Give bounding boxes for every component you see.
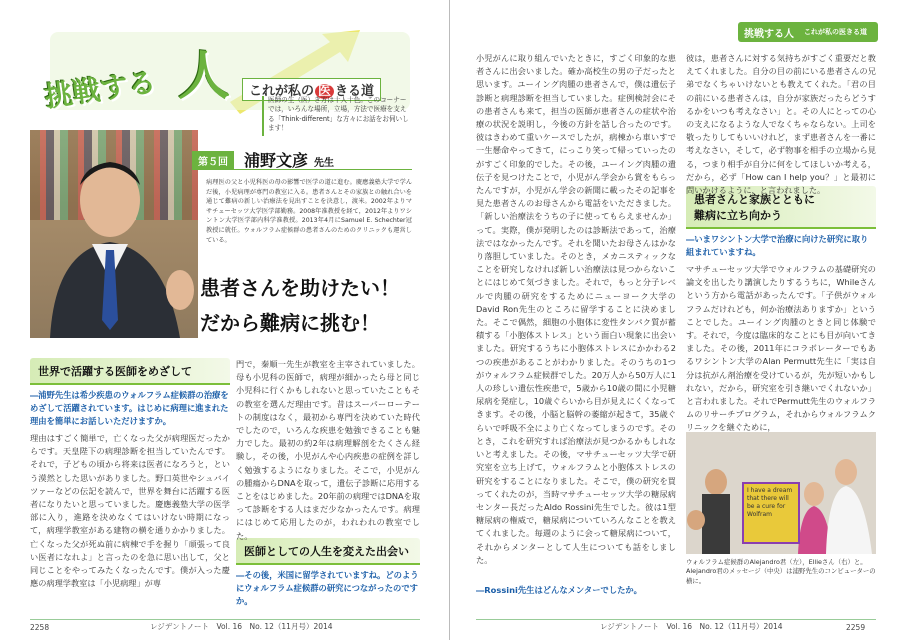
section-heading-2: 医師としての人生を変えた出会い <box>236 538 420 565</box>
right-journal-info: レジデントノート Vol. 16 No. 12（11月号）2014 <box>600 622 783 631</box>
body-text-4a: 彼は，患者さんに対する気持ちがすごく重要だと教えてくれました。自分の目の前にいる患者さんの兄弟でなくちゃいけないとも教えてくれた。「君の目の前にいる患者さんは，自分が家族だったらどうするかをいつも考えなさい」と。その人にとっての心の支えになるような人でなくちゃならない。上司を敬ったりしてもいいけれど，まず患者さんを一番に考えなさい，そして，必ず物事を相手の立場から見る，つまり相手が自分に何をしてほしいか考える，だから，必ず「How can I help you？」と最初に問いかけるように，と言われました。 <box>686 53 876 196</box>
left-journal-info: レジデントノート Vol. 16 No. 12（11月号）2014 <box>150 622 333 631</box>
right-footer-rule <box>476 619 876 620</box>
headline-line-2: だから難病に挑む！ <box>200 311 380 335</box>
section-heading-3 <box>686 186 876 229</box>
section-heading-3-line-2: 難病に立ち向かう <box>694 209 782 222</box>
section-lead-2: ―その後，米国に留学されていますね。どのようにウォルフラム症候群の研究につながったのですか。 <box>236 570 419 606</box>
name-header <box>192 150 412 170</box>
right-tag-b: これが私の医きる道 <box>804 28 867 36</box>
body-text-1b: 門で，秦順一先生が教室を主宰されていました。母も小児科の医師で，病理が細かったら母と同じ小児科に行くかもしれないと思っていたこともその教室を選んだ理由です。昔はスーパーローテートの制度はなく，最初から専門を決めていた時代でしたので，いろんな疾患を勉強できることも魅力でした。最初の約2年は病理解剖をたくさん経験し，その後，小児がんや心内疾患の症例を詳しく勉強するようになりました。そこで，小児がんの腫瘍からDNAを取って，遺伝子診断に応用することをはじめました。20年前の病理ではDNAを取って診断をする人はまだ少なかったんです。病理にはじめて応用したのが，われわれの教室でした。 <box>236 359 421 541</box>
section-lead-1: ―浦野先生は希少疾患のウォルフラム症候群の治療をめざして活躍されています。はじめに病理に進まれた理由を簡単にお話しいただけますか。 <box>30 390 229 426</box>
subtitle-medicine-char: 医 <box>315 84 334 99</box>
body-text-1: 理由はすごく簡単で，亡くなった父が病理医だったからです。天皇陛下の病理診断を担当していたんです。それで，子どもの頃から将来は医者になろうと，という漠然とした思いがありました。野口英世やシュバイツァーなどの伝記を読んで，世界を舞台に活躍する医者になりたいと思っていました。慶應義塾大学の医学部に入り，進路を決めなくてはいけない時期になって，病理学教室がある建物の横を通りかかりました。亡くなった父が死ぬ前に病棟で手を握り「頑張って良い医者になれよ」と言ったのを急に思い出して，父と同じことをやってみたくなったんです。僕が入った慶應の病理学教室は「小児病理」が専 <box>30 433 230 589</box>
body-text-3: 小児がんに取り組んでいたときに，すごく印象的な患者さんに出会いました。確か高校生の男の子だったと思います。ユーイング肉腫の患者さんで，僕は遺伝子診断と病理診断を担当していました。症例検討会にその患者さんも来て，担当の医師が患者さんの症状や治療の状況を説明し，今後の方針を話し合ったのです。彼はきわめて重いケースでしたが，病棟から車いすで一生懸命やってきて，にっこり笑って帰っていったのがすごく印象的でした。その後，ユーイング肉腫の遺伝子を見つけたことで，小児がん学会から賞をもらったんですが，小児がん学会の新聞に載ったその記事を見た患者さんのお母さんから電話をいただきました。「新しい治療法をうちの子に使ってもらえませんか」って。実際，僕が発明したのは診断法であって，治療法ではなかったんです。それを聞いたお母さんはかなり落胆していました。そのとき，メカニスティックなことを研究しなければ新しい治療法は見つからないことにはじめて気づきました。それで，もっと分子レベルで肉腫の研究をするためにニューヨーク大学のDavid Ron先生のところに留学することに決めました。そこで偶然，細胞の小胞体に変性タンパク質が蓄積する「小胞体ストレス」という面白い現象に出会いました。研究するうちに小胞体ストレスにかかわる2つの疾患があることがわかりました。そのうちの1つがウォルフラム症候群でした。20万人から50万人に1人の珍しい遺伝性疾患で，5歳から10歳の間に小児糖尿病を発症し，10歳ぐらいから目が見えにくくなってきます。その後，小脳と脳幹の萎縮が起きて，35歳ぐらいで呼吸不全により亡くなってしまうのです。そのとき，これを研究すれば治療法が見つかるかもしれないと考えました。その後，マサチューセッツ大学で研究室を立ち上げて，ウォルフラムと小胞体ストレスの研究をすることになりました。そこで，僕の研究を買ってくれたのが，当時マサチューセッツ大学の糖尿病センター長だったAldo Rossini先生でした。彼は1型糖尿病の権威で，糖尿病についていろんなことを教えてくれました。毎週のように会って糖尿病について，それからメンターとして人生についても話をしました。 <box>476 53 676 565</box>
honorific: 先生 <box>314 158 334 169</box>
subtitle-b: きる道 <box>335 84 375 99</box>
title-person: 人 <box>178 47 231 107</box>
episode-badge: 第５回 <box>192 151 234 170</box>
right-column-2 <box>686 52 876 432</box>
right-tag-a: 挑戦する人 <box>744 29 794 40</box>
left-footer-rule <box>30 619 420 620</box>
doctor-name: 浦野文彦 <box>244 151 309 170</box>
section-lead-4: ―いまワシントン大学で治療に向けた研究に取り組まれていますね。 <box>686 234 869 257</box>
right-series-tag <box>738 22 878 42</box>
headline <box>200 272 420 342</box>
right-column-1 <box>476 52 676 612</box>
bio: 病理医の父と小児科医の母の影響で医学の道に進む。慶應義塾大学で学んだ後，小児病理が専門の教室に入る。患者さんとその家族との触れ合いを通じて難病の新しい治療法を見出すことを決意し，渡米。2002年よりマサチューセッツ大学医学部勤務。2008年准教授を経て，2012年よりワシントン大学医学部内科学准教授。2013年4月にSamuel E. Schechter冠教授に就任。ウォルフラム症候群の患者さんのためのクリニックも運営している。 <box>206 179 412 244</box>
intro-box: 医師の生（医）き方は十人十色。このコーナーでは，いろんな場所，立場，方法で医療を支える「Think-different」な方々にお話をお伺いします！ <box>262 96 410 136</box>
left-page-number: 2258 <box>30 623 50 632</box>
portrait-figure <box>30 130 198 338</box>
portrait-photo <box>30 130 198 338</box>
section-heading-3-line-1: 患者さんと家族とともに <box>694 193 815 206</box>
photo-caption: ウォルフラム症候群のAlejandro君（左），Ellieさん（右）と。Alejandro君のメッセージ（中央）は浦野先生のコンピューターの横に。 <box>686 558 876 585</box>
subtitle-a: これが私の <box>249 84 315 99</box>
right-page-number: 2259 <box>846 623 866 632</box>
headline-line-1: 患者さんを助けたい！ <box>200 276 400 300</box>
section-lead-3: ―Rossini先生はどんなメンターでしたか。 <box>476 585 642 595</box>
title-challenge: 挑戦する <box>42 65 158 114</box>
right-page <box>450 0 900 640</box>
left-column-1 <box>30 358 230 612</box>
section-heading-1: 世界で活躍する医師をめざして <box>30 358 230 385</box>
body-text-4b: マサチューセッツ大学でウォルフラムの基礎研究の論文を出したり講演したりするうちに，Whileさんという方から電話があったんです。「子供がウォルフラムだけれども，何か治療法ありますか」ということでした。ユーイング肉腫のときと同じ体験です。それで，今度は臨床的なことにも目が向いてきました。その後，2011年にコラボレーターでもあるワシントン大学のAlan Permutt先生に「実は自分は抗がん剤治療を受けているが，先が短いかもしれない，だから，研究室を引き継いでくれないか」と言われました。それでPermutt先生のウォルフラムのリサーチプログラム，それからウォルフラムクリニックを継ぐために， <box>686 264 876 433</box>
dream-message-sign: I have a dream that there will be a cure for Wolfram <box>742 482 800 544</box>
patients-photo <box>686 432 876 554</box>
left-column-2 <box>236 358 420 612</box>
